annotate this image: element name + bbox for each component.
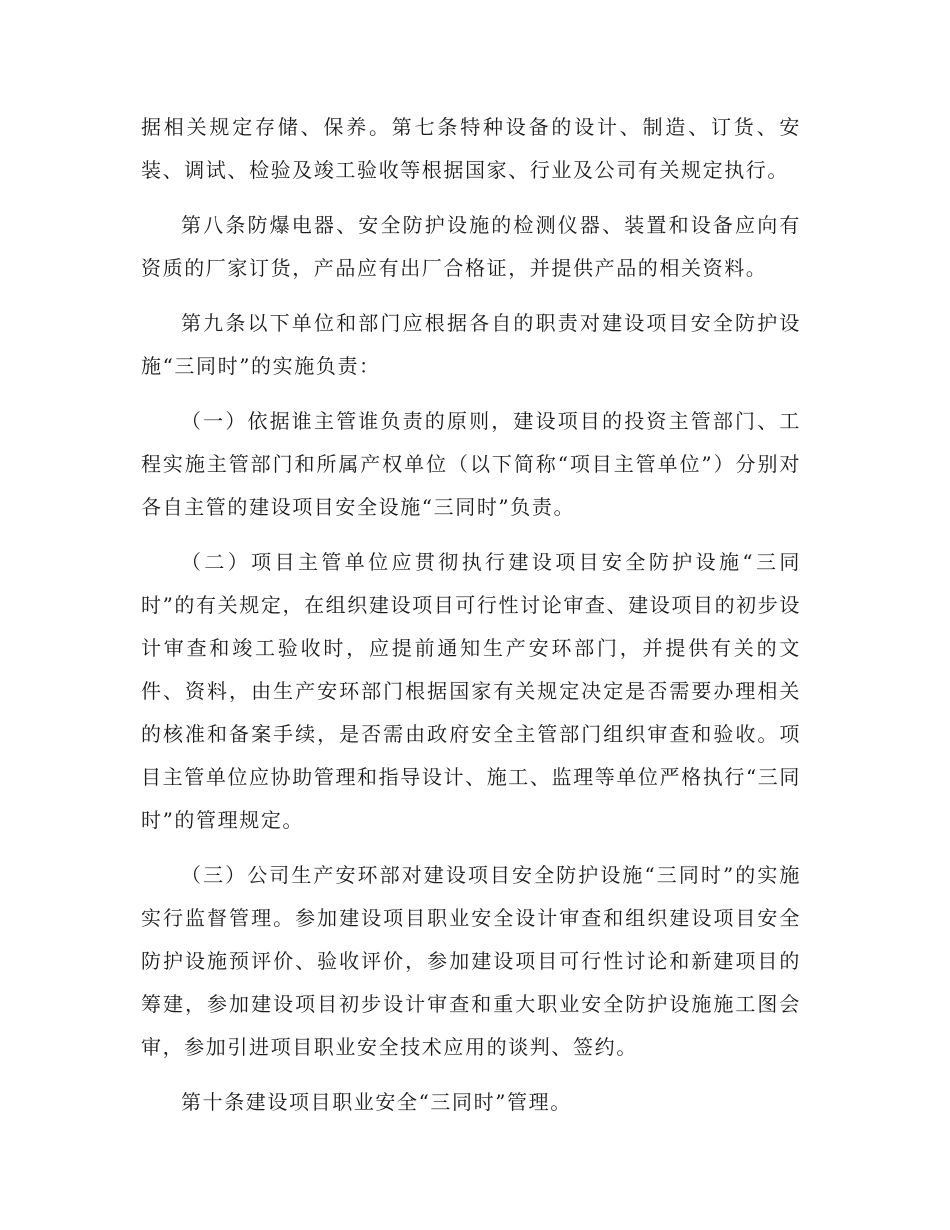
paragraph-continuation: 据相关规定存储、保养。第七条特种设备的设计、制造、订货、安装、调试、检验及竣工验收等根据国家、行业及公司有关规定执行。 — [141, 115, 801, 182]
paragraph-item-1: （一）依据谁主管谁负责的原则，建设项目的投资主管部门、工程实施主管部门和所属产权单位（以下简称“项目主管单位”）分别对各自主管的建设项目安全设施“三同时”负责。 — [141, 409, 801, 519]
paragraph-item-3: （三）公司生产安环部对建设项目安全防护设施“三同时”的实施实行监督管理。参加建设项目职业安全设计审查和组织建设项目安全防护设施预评价、验收评价，参加建设项目可行性讨论和新建项目的筹建，参加建设项目初步设计审查和重大职业安全防护设施施工图会审，参加引进项目职业安全技术应用的谈判、签约。 — [141, 863, 801, 1059]
paragraph-article-8: 第八条防爆电器、安全防护设施的检测仪器、装置和设备应向有资质的厂家订货，产品应有出厂合格证，并提供产品的相关资料。 — [141, 213, 801, 280]
document-body — [141, 106, 801, 1136]
paragraph-article-9: 第九条以下单位和部门应根据各自的职责对建设项目安全防护设施“三同时”的实施负责： — [141, 311, 801, 378]
paragraph-article-10: 第十条建设项目职业安全“三同时”管理。 — [181, 1090, 572, 1114]
paragraph-item-2: （二）项目主管单位应贯彻执行建设项目安全防护设施“三同时”的有关规定，在组织建设项目可行性讨论审查、建设项目的初步设计审查和竣工验收时，应提前通知生产安环部门，并提供有关的文件、资料，由生产安环部门根据国家有关规定决定是否需要办理相关的核准和备案手续，是否需由政府安全主管部门组织审查和验收。项目主管单位应协助管理和指导设计、施工、监理等单位严格执行“三同时”的管理规定。 — [141, 550, 801, 832]
